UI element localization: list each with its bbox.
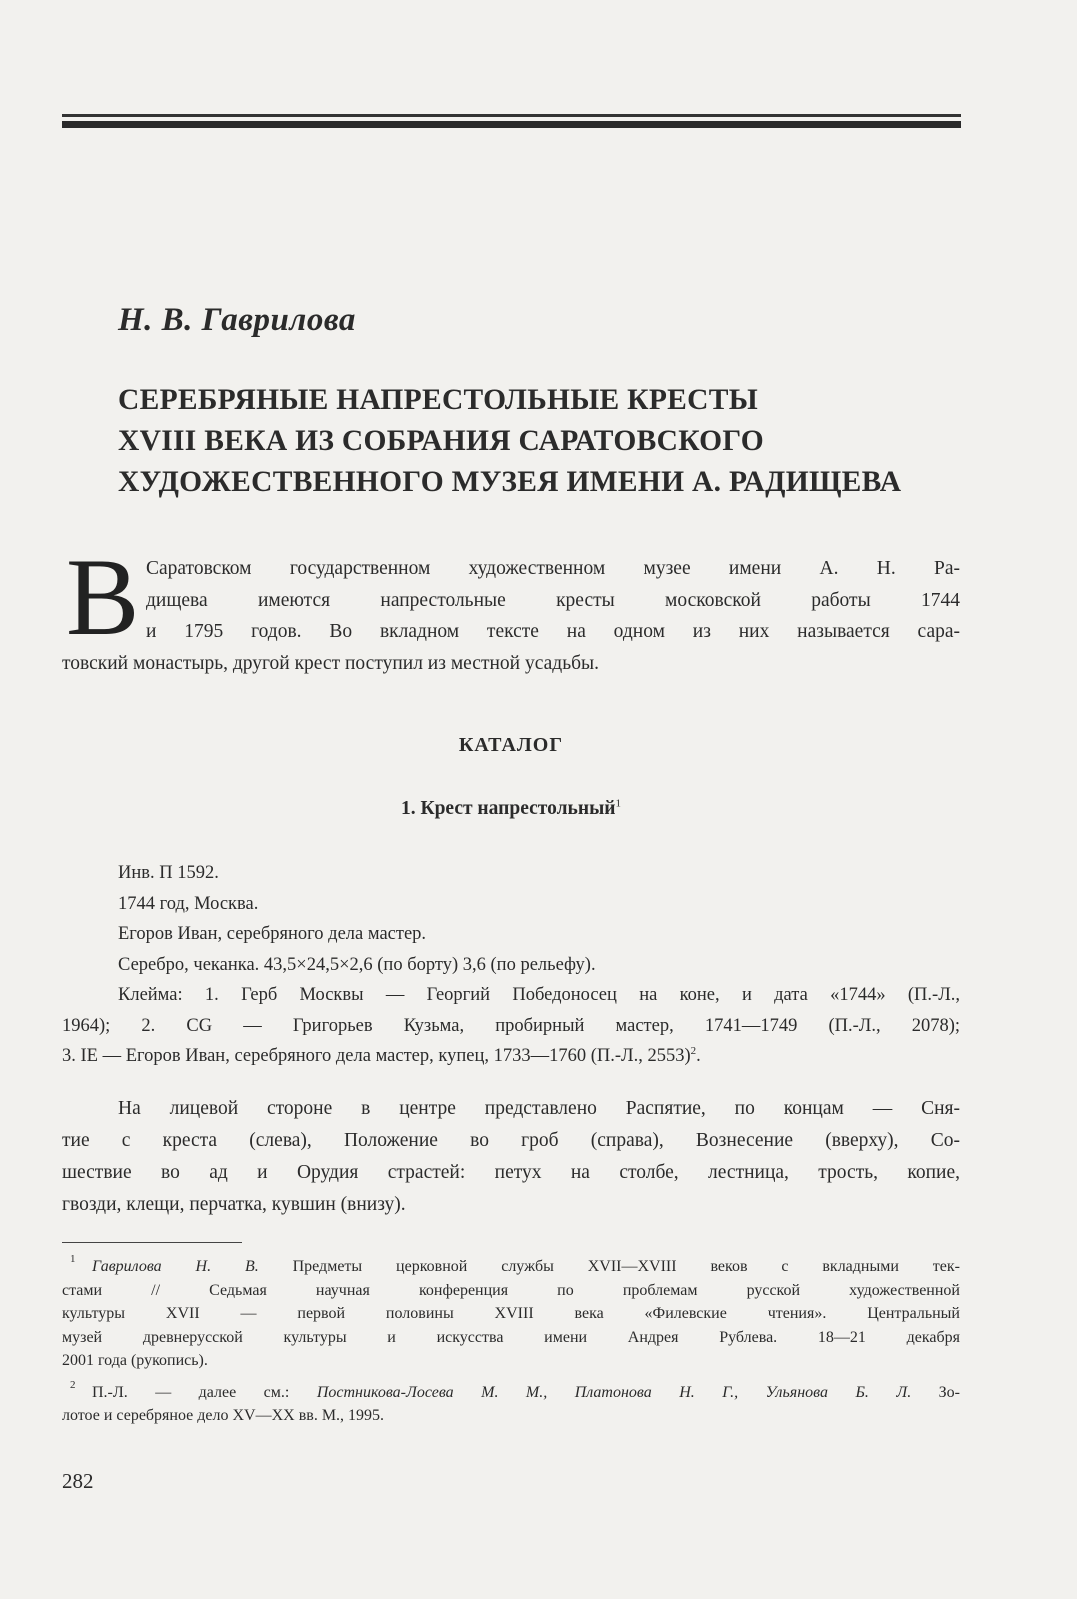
body-line: шествие во ад и Орудия страстей: петух на столбе, лестница, трость, копие,: [62, 1162, 960, 1183]
catalog-item-heading: [0, 798, 1022, 820]
intro-line: дищева имеются напрестольные кресты московской работы 1744: [146, 589, 960, 611]
header-rule-thick: [62, 121, 961, 128]
footnote-line: лотое и серебряное дело XV—XX вв. М., 1995.: [62, 1407, 385, 1424]
author-name: Н. В. Гаврилова: [118, 302, 356, 338]
footnote-text: Зо-: [911, 1383, 961, 1401]
footnote-separator: [62, 1242, 242, 1243]
intro-line: Саратовском государственном художественном музее имени А. Н. Ра-: [146, 558, 960, 579]
footnote: [62, 1378, 961, 1428]
footnote-line: стами // Седьмая научная конференция по проблемам русской художественной: [62, 1281, 960, 1299]
footnote-line: культуры XVII — первой половины XVIII века «Филевские чтения». Центральный: [62, 1305, 960, 1322]
catalog-heading: КАТАЛОГ: [458, 734, 564, 756]
footnote-text: П.-Л. — далее см.:: [92, 1383, 317, 1401]
intro-paragraph: [62, 536, 960, 679]
header-rule-thin: [62, 114, 961, 117]
footnote-ref[interactable]: 2: [690, 1044, 697, 1057]
date-place: 1744 год, Москва.: [118, 893, 259, 914]
page-number: 282: [62, 1469, 94, 1493]
footnote-author: Гаврилова Н. В.: [92, 1258, 259, 1275]
footnote-line: музей древнерусской культуры и искусства имени Андрея Рублева. 18—21 декабря: [62, 1328, 960, 1346]
footnotes: [62, 1255, 960, 1436]
footnote-number: 2: [70, 1378, 76, 1391]
footnote: [62, 1255, 960, 1373]
material-dimensions: Серебро, чеканка. 43,5×24,5×2,6 (по борту) 3,6 (по рельефу).: [118, 954, 596, 975]
inventory-number: Инв. П 1592.: [118, 863, 219, 883]
item-metadata: [62, 858, 960, 1072]
footnote-text: Предметы церковной службы XVII—XVIII веков с вкладными тек-: [258, 1258, 960, 1275]
footnote-line: [92, 1255, 960, 1279]
footnote-ref[interactable]: 1: [615, 797, 622, 810]
marks-line-end: .: [696, 1046, 701, 1066]
marks-line: 1964); 2. CG — Григорьев Кузьма, пробирный мастер, 1741—1749 (П.-Л., 2078);: [62, 1015, 960, 1036]
title-line: ХУДОЖЕСТВЕННОГО МУЗЕЯ ИМЕНИ А. РАДИЩЕВА: [118, 466, 902, 498]
body-line: гвозди, клещи, перчатка, кувшин (внизу).: [62, 1194, 406, 1215]
drop-cap: В: [66, 536, 140, 658]
description-paragraph: [62, 1093, 960, 1221]
intro-line: и 1795 годов. Во вкладном тексте на одном из них называется сара-: [146, 621, 960, 642]
marks-line-last: [62, 1041, 960, 1072]
footnote-authors: Постникова-Лосева М. М., Платонова Н. Г., Ульянова Б. Л.: [316, 1383, 912, 1401]
title-line: СЕРЕБРЯНЫЕ НАПРЕСТОЛЬНЫЕ КРЕСТЫ: [118, 384, 759, 416]
marks-line: Клейма: 1. Герб Москвы — Георгий Победоносец на коне, и дата «1744» (П.-Л.,: [118, 985, 960, 1005]
article-title: [118, 380, 978, 503]
marks-line: 3. IE — Егоров Иван, серебряного дела мастер, купец, 1733—1760 (П.-Л., 2553): [62, 1046, 691, 1066]
intro-line: товский монастырь, другой крест поступил из местной усадьбы.: [62, 652, 599, 674]
catalog-item-title: 1. Крест напрестольный: [400, 798, 616, 819]
master-name: Егоров Иван, серебряного дела мастер.: [118, 924, 427, 944]
footnote-number: 1: [70, 1253, 76, 1265]
body-line: тие с креста (слева), Положение во гроб (справа), Вознесение (вверху), Со-: [62, 1130, 960, 1151]
title-line: XVIII ВЕКА ИЗ СОБРАНИЯ САРАТОВСКОГО: [118, 425, 765, 457]
footnote-line: 2001 года (рукопись).: [62, 1352, 208, 1369]
body-line: На лицевой стороне в центре представлено Распятие, по концам — Сня-: [118, 1098, 960, 1119]
footnote-line: [92, 1381, 960, 1405]
